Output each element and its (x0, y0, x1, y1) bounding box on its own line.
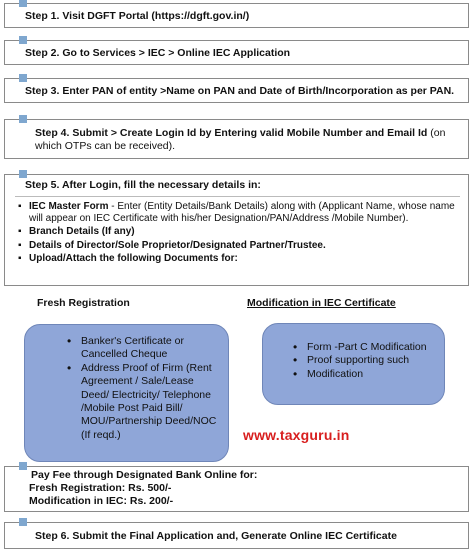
list-item: • Proof supporting such (293, 354, 436, 367)
step-6-text: Step 6. Submit the Final Application and, Generate Online IEC Certificate (35, 530, 397, 542)
step-4-box (4, 119, 469, 159)
step-5-list (15, 201, 460, 265)
fee-title: Pay Fee through Designated Bank Online for: (31, 469, 258, 481)
step-3-text: Step 3. Enter PAN of entity >Name on PAN and Date of Birth/Incorporation as per PAN. (25, 85, 455, 97)
list-item: ▪ IEC Master Form - Enter (Entity Details/Bank Details) along with (Applicant Name, whose name will appear on IEC Certificate with his/her Designation/PAN/Address /Mobile Number). (29, 201, 460, 225)
step-tab-marker (19, 74, 27, 82)
step-tab-marker (19, 36, 27, 44)
step-1-text: Step 1. Visit DGFT Portal (https://dgft.gov.in/) (25, 10, 250, 22)
step-tab-marker (19, 115, 27, 123)
list-item: • Modification (293, 368, 436, 381)
step-2-box (4, 40, 469, 65)
watermark-text: www.taxguru.in (243, 427, 350, 443)
step-2-text: Step 2. Go to Services > IEC > Online IEC Application (25, 47, 291, 59)
step-1-box (4, 3, 469, 28)
step-4-text (5, 120, 468, 153)
fresh-registration-documents (24, 324, 229, 462)
list-item: ▪ Details of Director/Sole Proprietor/Designated Partner/Trustee. (29, 240, 460, 252)
step-5-details (15, 196, 460, 265)
modification-documents (262, 323, 445, 405)
step-tab-marker (19, 0, 27, 7)
list-item: ▪ Branch Details (If any) (29, 226, 460, 238)
modification-heading: Modification in IEC Certificate (247, 297, 396, 309)
fresh-registration-heading: Fresh Registration (37, 297, 130, 309)
fee-modification: Modification in IEC: Rs. 200/- (29, 495, 174, 507)
step-5-title: Step 5. After Login, fill the necessary details in: (25, 179, 261, 191)
list-item: ▪ Upload/Attach the following Documents for: (29, 253, 460, 265)
list-item: • Address Proof of Firm (Rent Agreement / Sale/Lease Deed/ Electricity/ Telephone /Mobile Post Paid Bill/ MOU/Partnership Deed/NOC (If reqd.) (67, 362, 218, 442)
list-item: • Banker's Certificate or Cancelled Cheque (67, 335, 218, 362)
list-item: • Form -Part C Modification (293, 341, 436, 354)
step-tab-marker (19, 518, 27, 526)
step-5-box (4, 174, 469, 286)
step-tab-marker (19, 170, 27, 178)
step-6-box (4, 522, 469, 549)
step-4-bold: Step 4. Submit > Create Login Id by Entering valid Mobile Number and Email Id (35, 127, 428, 139)
fee-box (4, 466, 469, 512)
step-tab-marker (19, 462, 27, 470)
fee-fresh: Fresh Registration: Rs. 500/- (29, 482, 172, 494)
step-3-box (4, 78, 469, 103)
step-4-normal: (on which OTPs can be received). (35, 127, 446, 152)
